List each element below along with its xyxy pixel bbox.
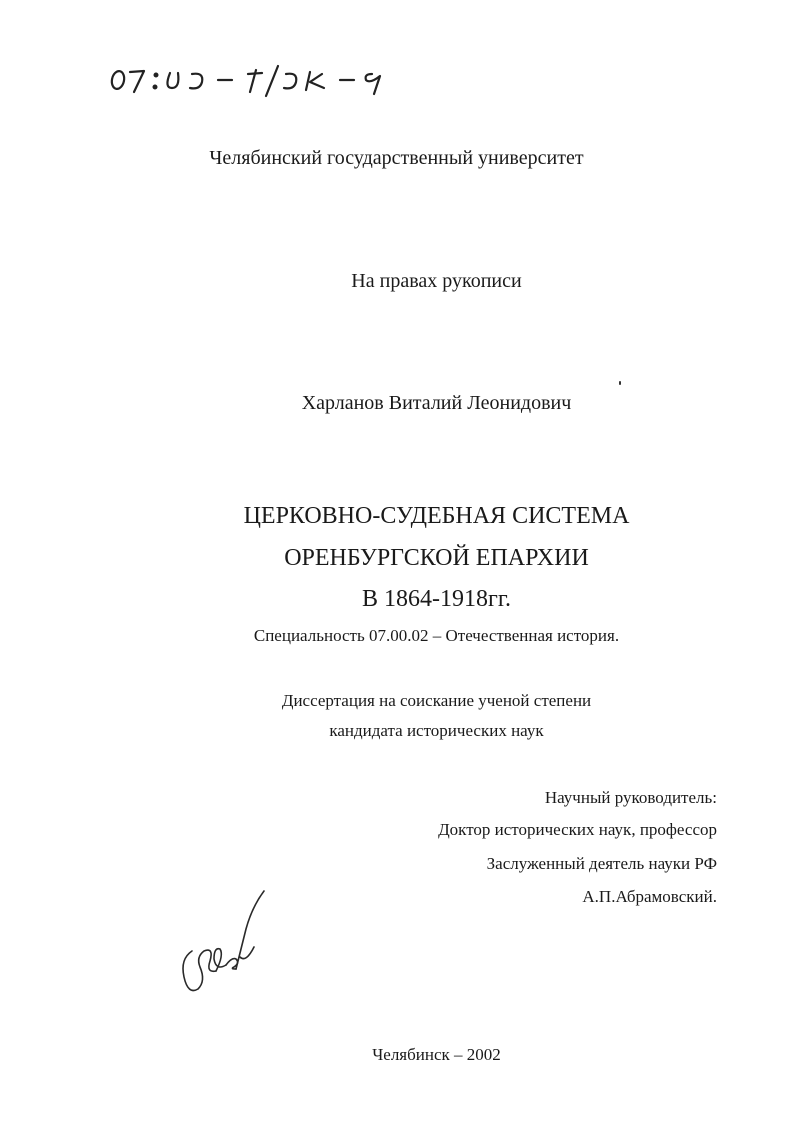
specialty: Специальность 07.00.02 – Отечественная история. <box>253 626 620 645</box>
supervisor-heading: Научный руководитель: <box>544 788 717 807</box>
supervisor-honor: Заслуженный деятель науки РФ <box>486 854 717 873</box>
scan-speck <box>619 381 621 385</box>
dissertation-line-2: кандидата исторических наук <box>329 721 544 740</box>
handwritten-archive-code-drawing <box>100 58 400 98</box>
handwritten-signature <box>170 885 280 1005</box>
title-line-3: В 1864-1918гг. <box>362 586 511 612</box>
city-year: Челябинск – 2002 <box>372 1045 501 1064</box>
manuscript-note: На правах рукописи <box>351 270 522 292</box>
signature-drawing <box>170 885 280 1005</box>
author-name: Харланов Виталий Леонидович <box>301 392 572 414</box>
university-name: Челябинский государственный университет <box>209 147 584 169</box>
title-line-1: ЦЕРКОВНО-СУДЕБНАЯ СИСТЕМА <box>243 503 630 529</box>
dissertation-line-1: Диссертация на соискание ученой степени <box>281 691 592 710</box>
supervisor-degree: Доктор исторических наук, профессор <box>438 820 717 839</box>
supervisor-name: А.П.Абрамовский. <box>582 887 717 906</box>
handwritten-archive-code <box>100 58 400 98</box>
title-line-2: ОРЕНБУРГСКОЙ ЕПАРХИИ <box>284 545 589 571</box>
